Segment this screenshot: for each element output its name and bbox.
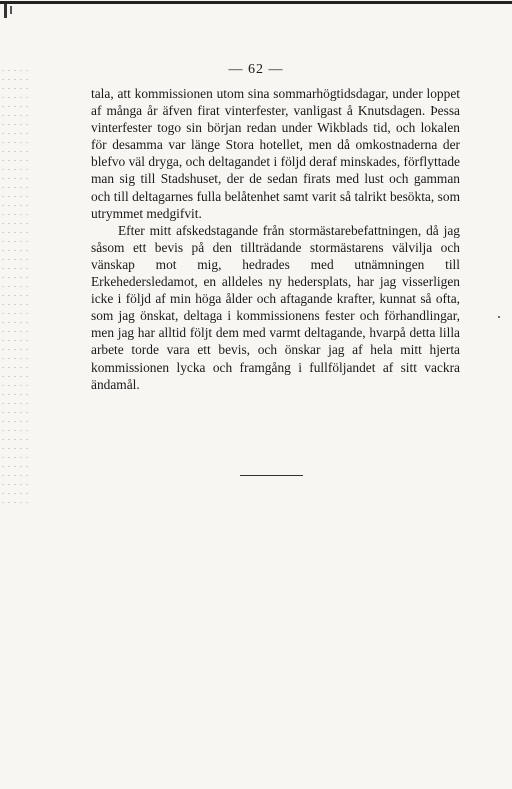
top-border-rule (0, 1, 512, 4)
closing-rule (240, 475, 303, 476)
margin-speck (498, 316, 500, 318)
paragraph-closing: Efter mitt afskedstagande från stormästarebefattningen, då jag såsom ett bevis på den tillträdande stormästarens välvilja och vänskap mot mig, hedrades med utnämningen till Erkehedersledamot, en alldeles ny hedersplats, har jag visserligen icke i följd af min höga ålder och aftagande krafter, kunnat så ofta, som jag önskat, deltaga i kommissionens fester och förhandlingar, men jag har alltid följt dem med varmt deltagande, hvarpå detta lilla arbete torde vara ett bevis, och önskar jag af hela mitt hjerta kommissionen lycka och framgång i fullföljandet af sitt vackra ändamål. (91, 222, 460, 392)
paragraph-continuation: tala, att kommissionen utom sina sommarhögtidsdagar, under loppet af många år äfven firat vinterfester, vanligast å Knutsdagen. Þessa vinterfester togo sin början redan under Wikblads tid, och lokalen för desamma var länge Stora hotellet, men då omkostnaderna der blefvo väl dryga, och deltagandet i följd deraf minskades, förflyttade man sig till Stadshuset, der de sedan firats med lust och gamman och till deltagarnes fulla belåtenhet samt varit så talrikt besökta, som utrymmet medgifvit. (91, 86, 460, 221)
left-margin-specks (2, 70, 28, 510)
body-text (91, 85, 460, 393)
page-number: — 62 — (228, 62, 284, 77)
corner-ink-mark-small (10, 6, 12, 14)
corner-ink-mark (4, 4, 7, 18)
